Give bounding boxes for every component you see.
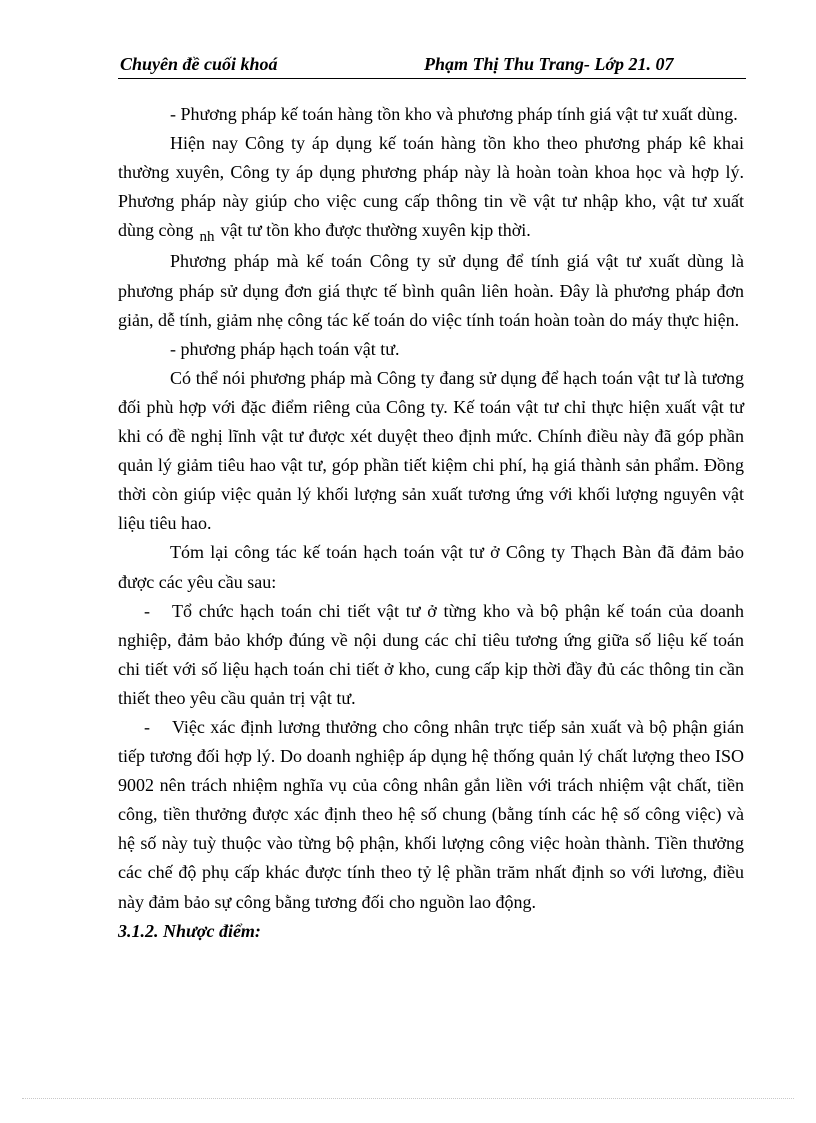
- bullet-text: Việc xác định lương thưởng cho công nhân trực tiếp sản xuất và bộ phận gián tiếp tương đối hợp lý. Do doanh nghiệp áp dụng hệ thống quản lý chất lượng theo ISO 9002 nên trách nhiệm nghĩa vụ của công nhân gắn liền với trách nhiệm vật chất, tiền công, tiền thưởng được xác định theo hệ số chung (bằng tính các hệ số công việc) và hệ số này tuỳ thuộc vào từng bộ phận, khối lượng công việc hoàn thành. Tiền thưởng các chế độ phụ cấp khác được tính theo tỷ lệ phần trăm nhất định so với lương, điều này đảm bảo sự công bằng tương đối cho nguồn lao động.: [118, 716, 744, 912]
- paragraph-text-part: Hiện nay Công ty áp dụng kế toán hàng tồn kho theo phương pháp kê khai thường xuyên, Công ty áp dụng phương pháp này là hoàn toàn khoa học và hợp lý. Phương pháp này giúp cho việc cung cấp thông tin về vật tư nhập kho, vật tư xuất dùng còng: [118, 133, 744, 241]
- page-header: [118, 52, 746, 79]
- bullet-item: [118, 597, 744, 713]
- section-heading: 3.1.2. Nhược điểm:: [118, 920, 261, 941]
- paragraph-method-inventory: - Phương pháp kế toán hàng tồn kho và phương pháp tính giá vật tư xuất dùng.: [170, 104, 738, 124]
- header-document-title: Chuyên đề cuối khoá: [120, 54, 278, 74]
- paragraph-accounting-method-title: - phương pháp hạch toán vật tư.: [170, 338, 400, 359]
- paragraph-pricing-method: Phương pháp mà kế toán Công ty sử dụng để tính giá vật tư xuất dùng là phương pháp sử dụng đơn giá thực tế bình quân liên hoàn. Đây là phương pháp đơn giản, dễ tính, giảm nhẹ công tác kế toán do việc tính toán hoàn toàn do máy thực hiện.: [118, 251, 744, 330]
- paragraph-accounting-method: Có thể nói phương pháp mà Công ty đang sử dụng để hạch toán vật tư là tương đối phù hợp với đặc điểm riêng của Công ty. Kế toán vật tư chỉ thực hiện xuất vật tư khi có đề nghị lĩnh vật tư được xét duyệt theo định mức. Chính điều này đã góp phần quản lý giảm tiêu hao vật tư, góp phần tiết kiệm chi phí, hạ giá thành sản phẩm. Đồng thời còn giúp việc quản lý khối lượng sản xuất tương ứng với khối lượng nguyên vật liệu tiêu hao.: [118, 367, 744, 534]
- paragraph-summary: Tóm lại công tác kế toán hạch toán vật tư ở Công ty Thạch Bàn đã đảm bảo được các yêu cầu sau:: [118, 542, 744, 592]
- bullet-text: Tổ chức hạch toán chi tiết vật tư ở từng kho và bộ phận kế toán của doanh nghiệp, đảm bảo khớp đúng về nội dung các chỉ tiêu tương ứng giữa số liệu kế toán chi tiết với số liệu hạch toán chi tiết ở kho, cung cấp kịp thời đầy đủ các thông tin cần thiết theo yêu cầu quản trị vật tư.: [118, 600, 744, 708]
- paragraph-text-part: vật tư tồn kho được thường xuyên kịp thời.: [220, 220, 531, 241]
- bullet-item: [118, 713, 744, 917]
- paragraph-subscript-fragment: nh: [199, 229, 215, 246]
- header-author-class: Phạm Thị Thu Trang- Lớp 21. 07: [424, 54, 674, 74]
- footer-divider: [22, 1098, 794, 1099]
- document-body: [118, 100, 744, 946]
- bullet-dash: -: [144, 716, 150, 737]
- paragraph-inventory-application: [118, 129, 744, 247]
- bullet-dash: -: [144, 600, 150, 621]
